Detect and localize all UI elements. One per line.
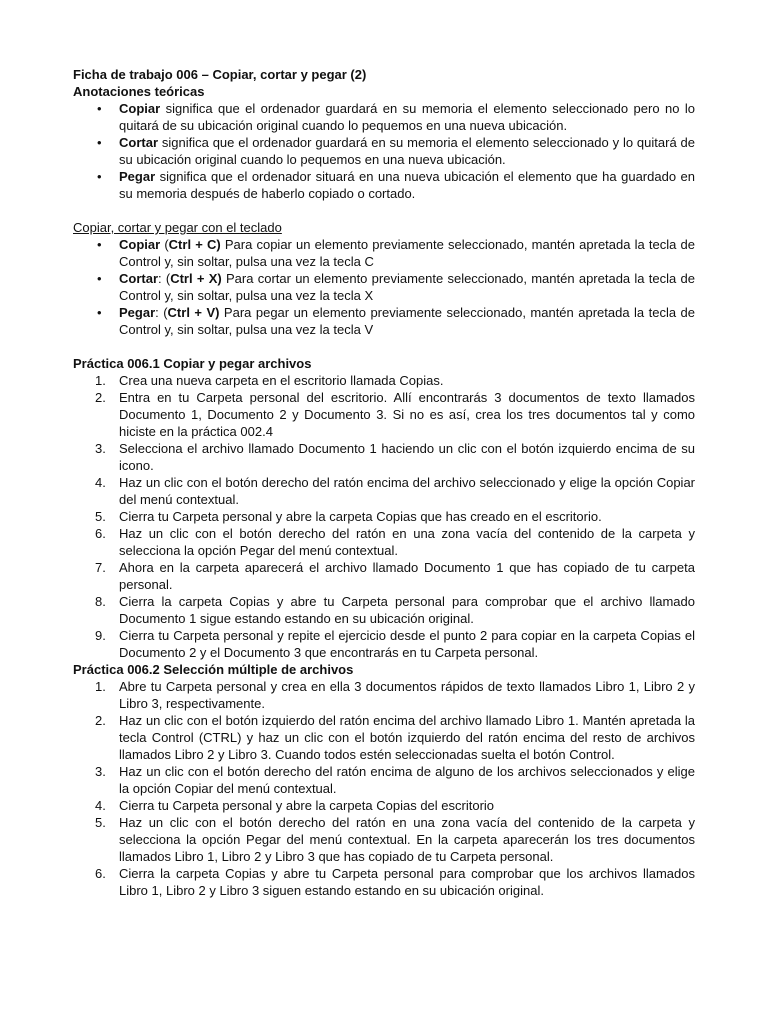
list-item: 4. Haz un clic con el botón derecho del ratón encima del archivo seleccionado y elige la opción Copiar del menú contextual. <box>95 475 695 507</box>
list-item: • Pegar: (Ctrl + V) Para pegar un elemento previamente seleccionado, mantén apretada la tecla de Control y, sin soltar, pulsa una vez la tecla V <box>97 305 695 337</box>
list-item: • Cortar: (Ctrl + X) Para cortar un elemento previamente seleccionado, mantén apretada la tecla de Control y, sin soltar, pulsa una vez la tecla X <box>97 271 695 303</box>
keyboard-list <box>73 236 695 338</box>
list-item: 5. Cierra tu Carpeta personal y abre la carpeta Copias que has creado en el escritorio. <box>95 509 602 524</box>
theory-heading: Anotaciones teóricas <box>73 84 205 99</box>
theory-list <box>73 100 695 202</box>
list-item: 6. Cierra la carpeta Copias y abre tu Carpeta personal para comprobar que los archivos llamados Libro 1, Libro 2 y Libro 3 siguen estando estando en su ubicación original. <box>95 866 695 898</box>
bullet-icon: • <box>97 271 102 286</box>
bullet-icon: • <box>97 169 102 184</box>
list-item: • Copiar significa que el ordenador guardará en su memoria el elemento seleccionado pero no lo quitará de su ubicación original cuando lo pequemos en una nueva ubicación. <box>97 101 695 133</box>
list-item: 9. Cierra tu Carpeta personal y repite el ejercicio desde el punto 2 para copiar en la carpeta Copias el Documento 2 y el Documento 3 que encontrarás en tu Carpeta personal. <box>95 628 695 660</box>
list-item: • Cortar significa que el ordenador guardará en su memoria el elemento seleccionado y lo quitará de su ubicación original cuando lo pequemos en una nueva ubicación. <box>97 135 695 167</box>
list-item: 1. Crea una nueva carpeta en el escritorio llamada Copias. <box>95 373 444 388</box>
practice1-list <box>73 372 695 661</box>
list-item: • Pegar significa que el ordenador situará en una nueva ubicación el elemento que ha guardado en su memoria después de haberlo copiado o cortado. <box>97 169 695 201</box>
bullet-icon: • <box>97 305 102 320</box>
list-item: 2. Haz un clic con el botón izquierdo del ratón encima del archivo llamado Libro 1. Mantén apretada la tecla Control (CTRL) y haz un clic con el botón izquierdo del ratón encima del resto de archivos llamados Libro 2 y Libro 3. Cuando todos estén seleccionadas suelta el botón Control. <box>95 713 695 762</box>
bullet-icon: • <box>97 237 102 252</box>
list-item: 2. Entra en tu Carpeta personal del escritorio. Allí encontrarás 3 documentos de texto llamados Documento 1, Documento 2 y Documento 3. Si no es así, crea los tres documentos tal y como hiciste en la práctica 002.4 <box>95 390 695 439</box>
practice1-heading: Práctica 006.1 Copiar y pegar archivos <box>73 356 312 371</box>
bullet-icon: • <box>97 135 102 150</box>
list-item: 7. Ahora en la carpeta aparecerá el archivo llamado Documento 1 que has copiado de tu carpeta personal. <box>95 560 695 592</box>
list-item: 5. Haz un clic con el botón derecho del ratón en una zona vacía del contenido de la carpeta y selecciona la opción Pegar del menú contextual. En la carpeta aparecerán los tres documentos llamados Libro 1, Libro 2 y Libro 3 que has copiado de tu Carpeta personal. <box>95 815 695 864</box>
practice2-heading: Práctica 006.2 Selección múltiple de archivos <box>73 662 354 677</box>
list-item: 4. Cierra tu Carpeta personal y abre la carpeta Copias del escritorio <box>95 798 495 813</box>
list-item: 1. Abre tu Carpeta personal y crea en ella 3 documentos rápidos de texto llamados Libro 1, Libro 2 y Libro 3, respectivamente. <box>95 679 695 711</box>
document-page <box>73 66 695 899</box>
list-item: • Copiar (Ctrl + C) Para copiar un elemento previamente seleccionado, mantén apretada la tecla de Control y, sin soltar, pulsa una vez la tecla C <box>97 237 695 269</box>
keyboard-heading: Copiar, cortar y pegar con el teclado <box>73 220 282 235</box>
practice2-list <box>73 678 695 899</box>
list-item: 3. Selecciona el archivo llamado Documento 1 haciendo un clic con el botón izquierdo encima de su icono. <box>95 441 695 473</box>
list-item: 8. Cierra la carpeta Copias y abre tu Carpeta personal para comprobar que el archivo llamado Documento 1 sigue estando estando en su ubicación original. <box>95 594 695 626</box>
bullet-icon: • <box>97 101 102 116</box>
document-title: Ficha de trabajo 006 – Copiar, cortar y pegar (2) <box>73 67 367 82</box>
list-item: 3. Haz un clic con el botón derecho del ratón encima de alguno de los archivos seleccionados y elige la opción Copiar del menú contextual. <box>95 764 695 796</box>
list-item: 6. Haz un clic con el botón derecho del ratón en una zona vacía del contenido de la carpeta y selecciona la opción Pegar del menú contextual. <box>95 526 695 558</box>
